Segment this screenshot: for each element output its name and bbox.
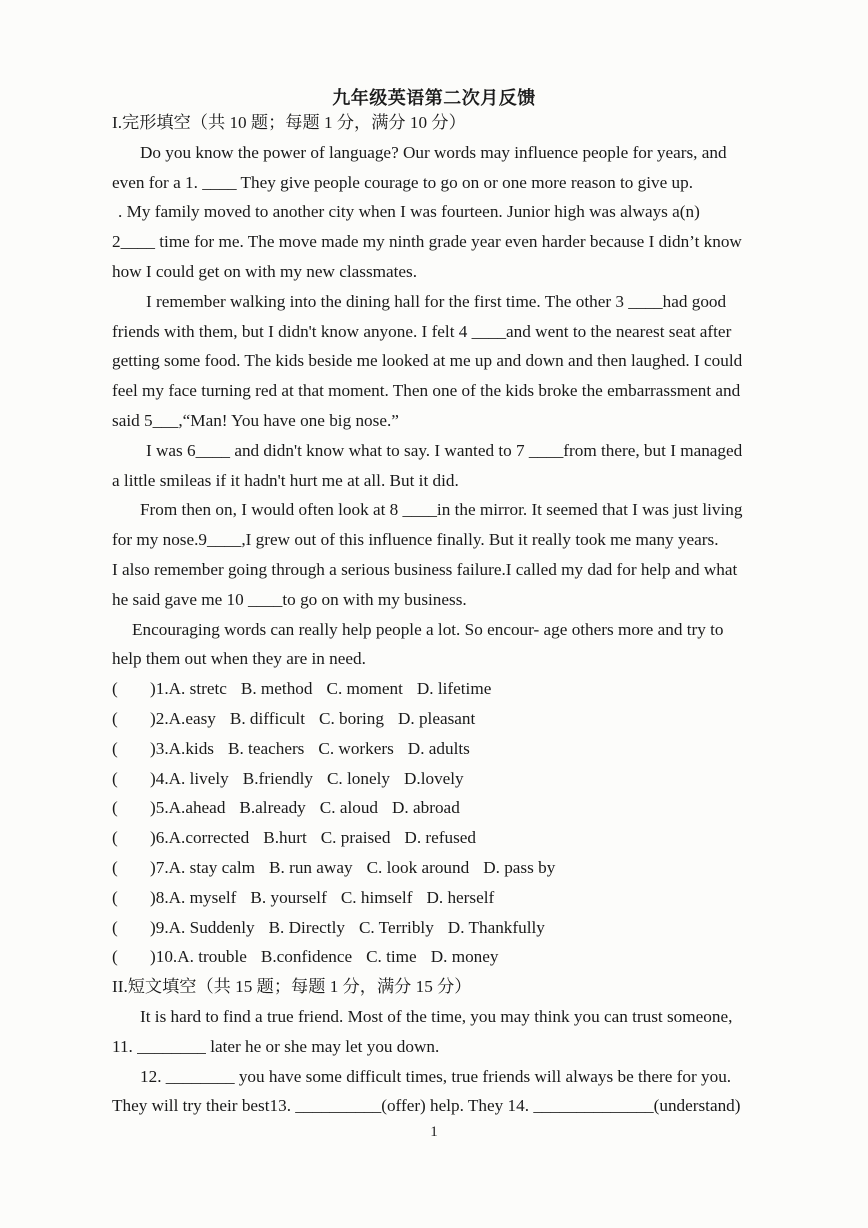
section2-heading: II.短文填空（共 15 题；每题 1 分，满分 15 分）: [112, 977, 472, 997]
passage-line: friends with them, but I didn't know anyone. I felt 4 ____and went to the nearest seat after: [112, 321, 732, 341]
option-d: D. pass by: [483, 857, 556, 877]
option-c: C. moment: [326, 679, 403, 699]
option-a: A. stretc: [168, 679, 227, 699]
option-d: D. money: [430, 947, 499, 967]
passage-line: even for a 1. ____ They give people courage to go on or one more reason to give up.: [112, 172, 694, 192]
page-number: 1: [430, 1124, 438, 1140]
option-row: [112, 942, 828, 972]
option-c: C. lonely: [326, 768, 390, 788]
passage-line: 12. ________ you have some difficult times, true friends will always be there for you.: [140, 1066, 732, 1086]
option-d: D. lifetime: [416, 679, 492, 699]
exam-content: [112, 108, 828, 1121]
question-number: )8.: [150, 887, 169, 907]
passage-line: It is hard to find a true friend. Most of the time, you may think you can trust someone,: [140, 1006, 733, 1026]
question-number: )5.: [150, 798, 169, 818]
option-d: D. abroad: [392, 798, 460, 818]
answer-bracket: (: [112, 887, 118, 907]
option-b: B. yourself: [250, 887, 327, 907]
passage-line: I also remember going through a serious business failure.I called my dad for help and what: [112, 559, 738, 579]
option-a: A. stay calm: [168, 857, 256, 877]
option-b: B.confidence: [260, 947, 353, 967]
option-row: [112, 704, 828, 734]
option-b: B. teachers: [228, 738, 305, 758]
option-d: D. herself: [426, 887, 495, 907]
answer-bracket: (: [112, 768, 118, 788]
option-c: C. look around: [366, 857, 470, 877]
option-a: A.easy: [168, 708, 216, 728]
passage-line: I was 6____ and didn't know what to say. I wanted to 7 ____from there, but I managed: [146, 440, 743, 460]
answer-bracket: (: [112, 828, 118, 848]
option-d: D.lovely: [403, 768, 464, 788]
options-list: [112, 674, 828, 972]
option-a: A. myself: [168, 887, 237, 907]
option-d: D. adults: [407, 738, 470, 758]
option-d: D. refused: [404, 828, 477, 848]
passage-line: getting some food. The kids beside me looked at me up and down and then laughed. I could: [112, 351, 743, 371]
passage-line: a little smileas if it hadn't hurt me at all. But it did.: [112, 470, 459, 490]
passage-line: said 5___,“Man! You have one big nose.”: [112, 410, 399, 430]
answer-bracket: (: [112, 947, 118, 967]
answer-bracket: (: [112, 708, 118, 728]
option-row: [112, 853, 828, 883]
passage-line: 2____ time for me. The move made my ninth grade year even harder because I didn’t know: [112, 232, 742, 252]
option-c: C. aloud: [319, 798, 379, 818]
option-c: C. workers: [318, 738, 394, 758]
answer-bracket: (: [112, 738, 118, 758]
question-number: )6.: [150, 828, 169, 848]
question-number: )7.: [150, 857, 169, 877]
question-number: )9.: [150, 917, 169, 937]
option-row: [112, 883, 828, 913]
passage-line: I remember walking into the dining hall for the first time. The other 3 ____had good: [146, 291, 727, 311]
option-c: C. boring: [319, 708, 384, 728]
option-row: [112, 913, 828, 943]
passage-line: feel my face turning red at that moment. Then one of the kids broke the embarrassment and: [112, 381, 741, 401]
passage-line: Do you know the power of language? Our words may influence people for years, and: [140, 142, 727, 162]
option-b: B.friendly: [242, 768, 313, 788]
option-b: B. difficult: [229, 708, 305, 728]
passage-line: he said gave me 10 ____to go on with my business.: [112, 589, 467, 609]
passage-line: Encouraging words can really help people a lot. So encour- age others more and try to: [132, 619, 724, 639]
answer-bracket: (: [112, 857, 118, 877]
question-number: )3.: [150, 738, 169, 758]
page-title: 九年级英语第二次月反馈: [332, 88, 536, 108]
option-row: [112, 764, 828, 794]
option-c: C. Terribly: [358, 917, 434, 937]
option-b: B.hurt: [263, 828, 307, 848]
option-row: [112, 734, 828, 764]
option-a: A. trouble: [177, 947, 247, 967]
answer-bracket: (: [112, 798, 118, 818]
section1-heading: I.完形填空（共 10 题；每题 1 分，满分 10 分）: [112, 113, 466, 132]
question-number: )1.: [150, 679, 169, 699]
option-c: C. himself: [340, 887, 413, 907]
option-c: C. time: [366, 947, 417, 967]
passage-line: 11. ________ later he or she may let you down.: [112, 1036, 440, 1056]
question-number: )10.: [150, 947, 178, 967]
option-a: A.kids: [168, 738, 214, 758]
option-d: D. Thankfully: [447, 917, 545, 937]
option-b: B. run away: [269, 857, 353, 877]
option-row: [112, 674, 828, 704]
option-b: B. Directly: [268, 917, 345, 937]
option-c: C. praised: [320, 828, 391, 848]
passage-line: help them out when they are in need.: [112, 649, 366, 669]
answer-bracket: (: [112, 917, 118, 937]
option-d: D. pleasant: [397, 708, 476, 728]
passage-line: From then on, I would often look at 8 ____in the mirror. It seemed that I was just living: [140, 500, 743, 520]
question-number: )2.: [150, 708, 169, 728]
passage-line: . My family moved to another city when I was fourteen. Junior high was always a(n): [118, 202, 700, 222]
passage-line: for my nose.9____,I grew out of this influence finally. But it really took me many years.: [112, 530, 719, 550]
option-a: A. lively: [168, 768, 229, 788]
passage-line: They will try their best13. __________(offer) help. They 14. ______________(understand): [112, 1096, 741, 1116]
option-a: A.ahead: [168, 798, 226, 818]
passage-line: how I could get on with my new classmates.: [112, 261, 418, 281]
question-number: )4.: [150, 768, 169, 788]
option-b: B. method: [240, 679, 313, 699]
option-a: A.corrected: [168, 828, 250, 848]
option-row: [112, 793, 828, 823]
answer-bracket: (: [112, 679, 118, 699]
option-a: A. Suddenly: [168, 917, 255, 937]
option-b: B.already: [239, 798, 306, 818]
option-row: [112, 823, 828, 853]
